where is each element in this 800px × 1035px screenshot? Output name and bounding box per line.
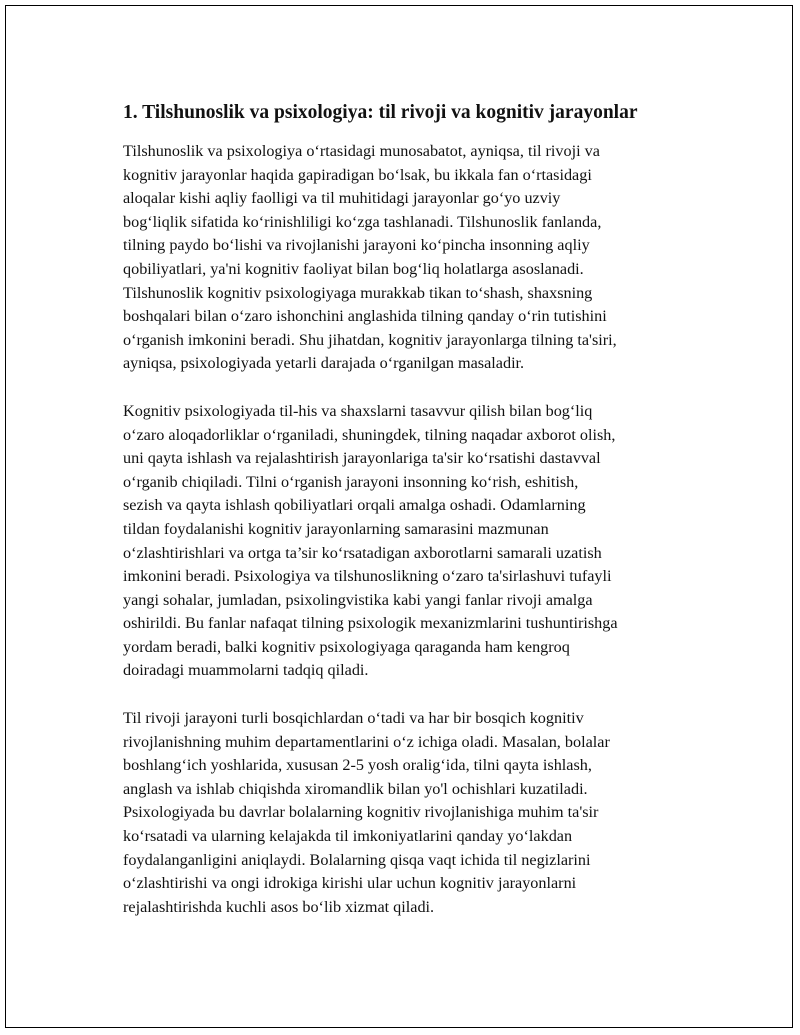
paragraph-3 <box>123 707 693 919</box>
text-line: Tilshunoslik va psixologiya oʻrtasidagi munosabatot, ayniqsa, til rivoji va <box>123 142 600 160</box>
paragraph-2 <box>123 400 693 683</box>
text-line: sezish va qayta ishlash qobiliyatlari orqali amalga oshadi. Odamlarning <box>123 496 586 515</box>
section-heading: 1. Tilshunoslik va psixologiya: til rivoji va kognitiv jarayonlar <box>123 102 638 123</box>
text-line: oshirildi. Bu fanlar nafaqat tilning psixologik mexanizmlarini tushuntirishga <box>123 614 618 633</box>
page-frame <box>5 5 793 1028</box>
paragraph-1 <box>123 140 693 376</box>
text-line: doiradagi muammolarni tadqiq qiladi. <box>123 661 369 680</box>
text-line: oʻzaro aloqadorliklar oʻrganiladi, shuningdek, tilning naqadar axborot olish, <box>123 425 616 444</box>
text-line: ayniqsa, psixologiyada yetarli darajada oʻrganilgan masaladir. <box>123 354 525 373</box>
paragraph-list <box>123 140 693 919</box>
text-line: yangi sohalar, jumladan, psixolingvistika kabi yangi fanlar rivoji amalga <box>123 590 593 609</box>
text-line: imkonini beradi. Psixologiya va tilshunoslikning oʻzaro ta'sirlashuvi tufayli <box>123 567 612 586</box>
text-line: oʻrganib chiqiladi. Tilni oʻrganish jarayoni insonning koʻrish, eshitish, <box>123 472 579 491</box>
text-line: boshlangʻich yoshlarida, xususan 2-5 yosh oraligʻida, tilni qayta ishlash, <box>123 756 592 775</box>
text-line: boshqalari bilan oʻzaro ishonchini anglashida tilning qanday oʻrin tutishini <box>123 307 607 326</box>
text-line: oʻzlashtirishi va ongi idrokiga kirishi ular uchun kognitiv jarayonlarni <box>123 874 577 893</box>
text-line: tildan foydalanishi kognitiv jarayonlarning samarasini mazmunan <box>123 519 549 538</box>
text-line: qobiliyatlari, ya'ni kognitiv faoliyat bilan bogʻliq holatlarga asoslanadi. <box>123 259 584 278</box>
text-line: tilning paydo boʻlishi va rivojlanishi jarayoni koʻpincha insonning aqliy <box>123 236 590 255</box>
text-line: rejalashtirishda kuchli asos boʻlib xizmat qiladi. <box>123 897 435 916</box>
text-line: oʻzlashtirishlari va ortga ta’sir koʻrsatadigan axborotlarni samarali uzatish <box>123 543 602 562</box>
text-line: rivojlanishning muhim departamentlarini oʻz ichiga oladi. Masalan, bolalar <box>123 732 610 751</box>
document-body <box>123 101 693 943</box>
text-line: bogʻliqlik sifatida koʻrinishliligi koʻzga tashlanadi. Tilshunoslik fanlanda, <box>123 212 602 231</box>
text-line: yordam beradi, balki kognitiv psixologiyaga qaraganda ham kengroq <box>123 637 570 656</box>
text-line: Tilshunoslik kognitiv psixologiyaga murakkab tikan toʻshash, shaxsning <box>123 283 593 302</box>
text-line: uni qayta ishlash va rejalashtirish jarayonlariga ta'sir koʻrsatishi dastavval <box>123 449 601 468</box>
text-line: aloqalar kishi aqliy faolligi va til muhitidagi jarayonlar goʻyo uzviy <box>123 189 561 208</box>
text-line: Kognitiv psixologiyada til-his va shaxslarni tasavvur qilish bilan bogʻliq <box>123 401 593 420</box>
text-line: kognitiv jarayonlar haqida gapiradigan boʻlsak, bu ikkala fan oʻrtasidagi <box>123 165 592 184</box>
text-line: anglash va ishlab chiqishda xiromandlik bilan yo'l ochishlari kuzatiladi. <box>123 779 588 798</box>
text-line: Psixologiyada bu davrlar bolalarning kognitiv rivojlanishiga muhim ta'sir <box>123 803 599 822</box>
text-line: Til rivoji jarayoni turli bosqichlardan oʻtadi va har bir bosqich kognitiv <box>123 709 584 728</box>
text-line: foydalanganligini aniqlaydi. Bolalarning qisqa vaqt ichida til negizlarini <box>123 850 591 869</box>
text-line: oʻrganish imkonini beradi. Shu jihatdan, kognitiv jarayonlarga tilning ta'siri, <box>123 330 617 349</box>
text-line: koʻrsatadi va ularning kelajakda til imkoniyatlarini qanday yoʻlakdan <box>123 827 573 846</box>
